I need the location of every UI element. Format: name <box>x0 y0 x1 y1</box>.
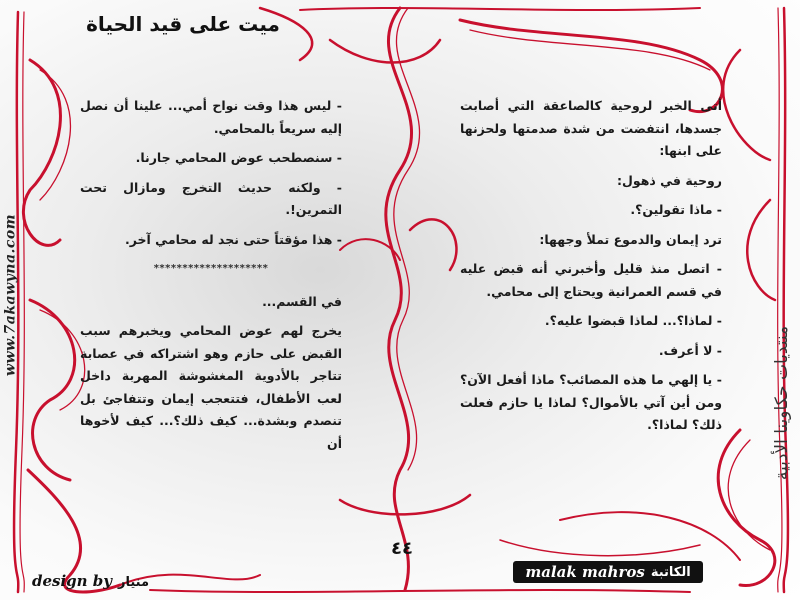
page-number: ٤٤ <box>391 538 413 559</box>
design-credit <box>32 572 172 594</box>
paragraph: - ولكنه حديث التخرج ومازال تحت التمرين!. <box>80 179 342 217</box>
website-watermark: www.7akawyna.com <box>2 213 19 377</box>
page-title: ميت على قيد الحياة <box>86 12 280 36</box>
paragraph: - سنصطحب عوض المحامي جارنا. <box>135 150 342 165</box>
right-column-text <box>460 95 722 444</box>
designer-name: منيار <box>118 575 150 590</box>
section-separator: ******************** <box>153 263 269 274</box>
paragraph: - لا أعرف. <box>658 342 722 358</box>
forum-name-vertical: منتديات حكاوينا الأدبية <box>772 325 792 481</box>
paragraph: أتى الخبر لروحية كالصاعقة التي أصابت جسدها، انتفضت من شدة صدمتها ولحزنها على ابنها: <box>460 98 722 158</box>
paragraph: روحية في ذهول: <box>617 172 722 188</box>
author-label: الكاتبة <box>650 564 691 580</box>
paragraph: - ليس هذا وقت نواح أمي... علينا أن نصل إليه سريعاً بالمحامي. <box>80 98 342 136</box>
paragraph: - ماذا تقولين؟. <box>630 202 722 217</box>
paragraph: يخرج لهم عوض المحامي ويخبرهم سبب القبض على حازم وهو اشتراكه في عصابة تتاجر بالأدوية المغشوشة المهربة داخل لعب الأطفال، فتتعجب إيمان وتتفاجئ بل تنصدم وبشدة... كيف ذلك؟... كيف لأخوها أن <box>80 323 342 451</box>
design-by-label: design by <box>32 572 112 590</box>
paragraph: ترد إيمان والدموع تملأ وجهها: <box>539 231 722 247</box>
paragraph: - يا إلهي ما هذه المصائب؟ ماذا أفعل الآن؟ ومن أين آتي بالأموال؟ لماذا يا حازم فعلت ذلك؟ لماذا؟. <box>460 372 722 432</box>
author-name: malak mahros <box>525 563 645 581</box>
author-badge <box>513 561 703 583</box>
left-column-text <box>80 95 342 462</box>
paragraph: - لماذا؟... لماذا قبضوا عليه؟. <box>544 313 722 328</box>
paragraph: - هذا مؤقتاً حتى نجد له محامي آخر. <box>125 231 342 247</box>
paragraph: في القسم... <box>262 293 342 309</box>
paragraph: - اتصل منذ قليل وأخبرني أنه قبض عليه في قسم العمرانية ويحتاج إلى محامي. <box>460 261 722 299</box>
